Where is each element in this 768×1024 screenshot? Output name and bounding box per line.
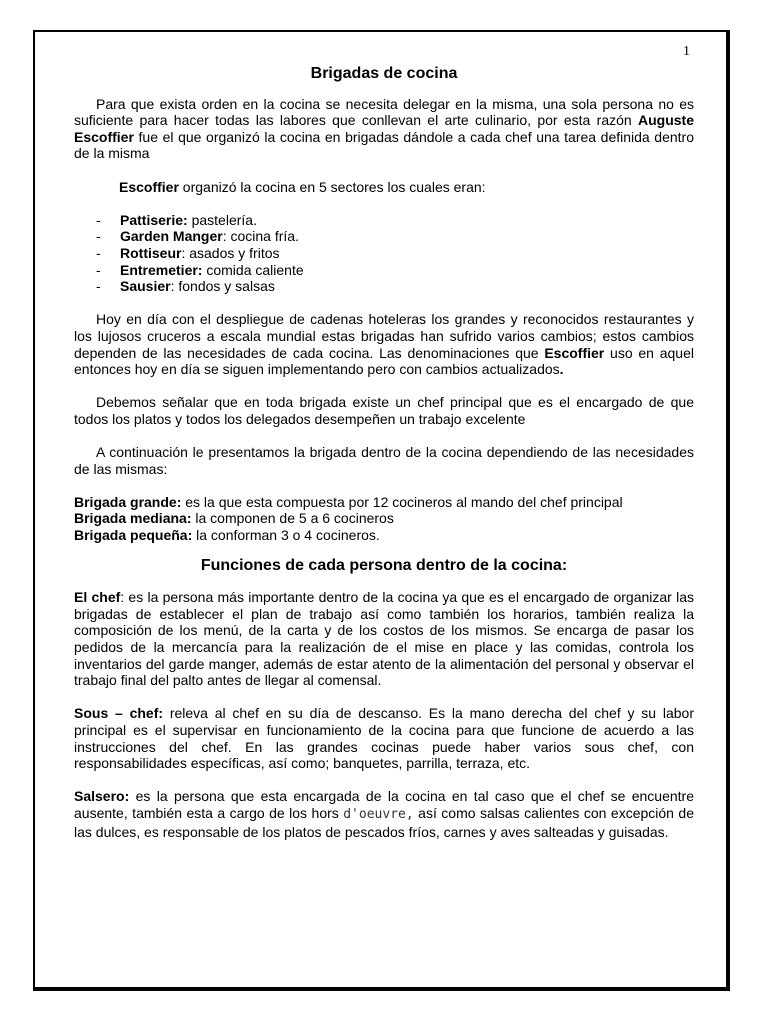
role-sous-chef: Sous – chef: releva al chef en su día de descanso. Es la mano derecha del chef y su labor principal es el supervisar en funcionamiento de la cocina para que funcione de acuerdo a las instrucciones del chef. En las grandes cocinas puede haber varios sous chef, con responsabilidades específicas, así como; banquetes, parrilla, terraza, etc.	[74, 705, 694, 772]
list-item: - Garden Manger: cocina fría.	[96, 228, 299, 245]
intro-paragraph: Para que exista orden en la cocina se necesita delegar en la misma, una sola persona no es suficiente para hacer todas las labores que conllevan el arte culinario, por esta razón Auguste Escoffier fue el que organizó la cocina en brigadas dándole a cada chef una tarea definida dentro de la misma	[74, 95, 694, 162]
list-item: Brigada mediana: la componen de 5 a 6 cocineros	[74, 510, 394, 527]
sectors-intro: Escoffier organizó la cocina en 5 sectores los cuales eran:	[119, 178, 486, 195]
list-item: Brigada pequeña: la conforman 3 o 4 cocineros.	[74, 527, 380, 544]
page-number: 1	[683, 44, 690, 59]
list-item: - Entremetier: comida caliente	[96, 261, 304, 278]
list-item: - Sausier: fondos y salsas	[96, 278, 275, 295]
today-paragraph: Hoy en día con el despliegue de cadenas hoteleras los grandes y reconocidos restaurantes y los lujosos cruceros a escala mundial estas brigadas han sufrido varios cambios; estos cambios dependen de las necesidades de cada cocina. Las denominaciones que Escoffier uso en aquel entonces hoy en día se siguen implementando pero con cambios actualizados.	[74, 311, 694, 378]
document-body	[74, 66, 694, 840]
section-subtitle: Funciones de cada persona dentro de la cocina:	[200, 556, 568, 574]
list-item: - Pattiserie: pastelería.	[96, 211, 257, 228]
sectors-list	[74, 212, 694, 295]
role-chef: El chef: es la persona más importante dentro de la cocina ya que es el encargado de organizar las brigadas de establecer el plan de trabajo así como también los horarios, también realiza la composición de los menú, de la carta y de los costos de los mismos. Se encarga de pasar los pedidos de la mercancía para la realización de el mise en place y las comidas, controla los inventarios del garde manger, además de estar atento de la alimentación del personal y observar el trabajo final del palto antes de llegar al comensal.	[74, 589, 694, 689]
list-item: - Rottiseur: asados y fritos	[96, 244, 280, 261]
page-title: Brigadas de cocina	[310, 65, 458, 82]
continuation-paragraph: A continuación le presentamos la brigada dentro de la cocina dependiendo de las necesidades de las mismas:	[74, 444, 694, 477]
list-item: Brigada grande: es la que esta compuesta por 12 cocineros al mando del chef principal	[74, 493, 623, 510]
role-salsero: Salsero: es la persona que esta encargada de la cocina en tal caso que el chef se encuentre ausente, también esta a cargo de los hors d'oeuvre, así como salsas calientes con excepción de las dulces, es responsable de los platos de pescados fríos, carnes y aves salteadas y guisadas.	[74, 788, 694, 840]
escoffier-name: Auguste Escoffier	[74, 112, 694, 145]
principal-paragraph: Debemos señalar que en toda brigada existe un chef principal que es el encargado de que todos los platos y todos los delegados desempeñen un trabajo excelente	[74, 394, 694, 427]
brigades-list	[74, 494, 694, 544]
